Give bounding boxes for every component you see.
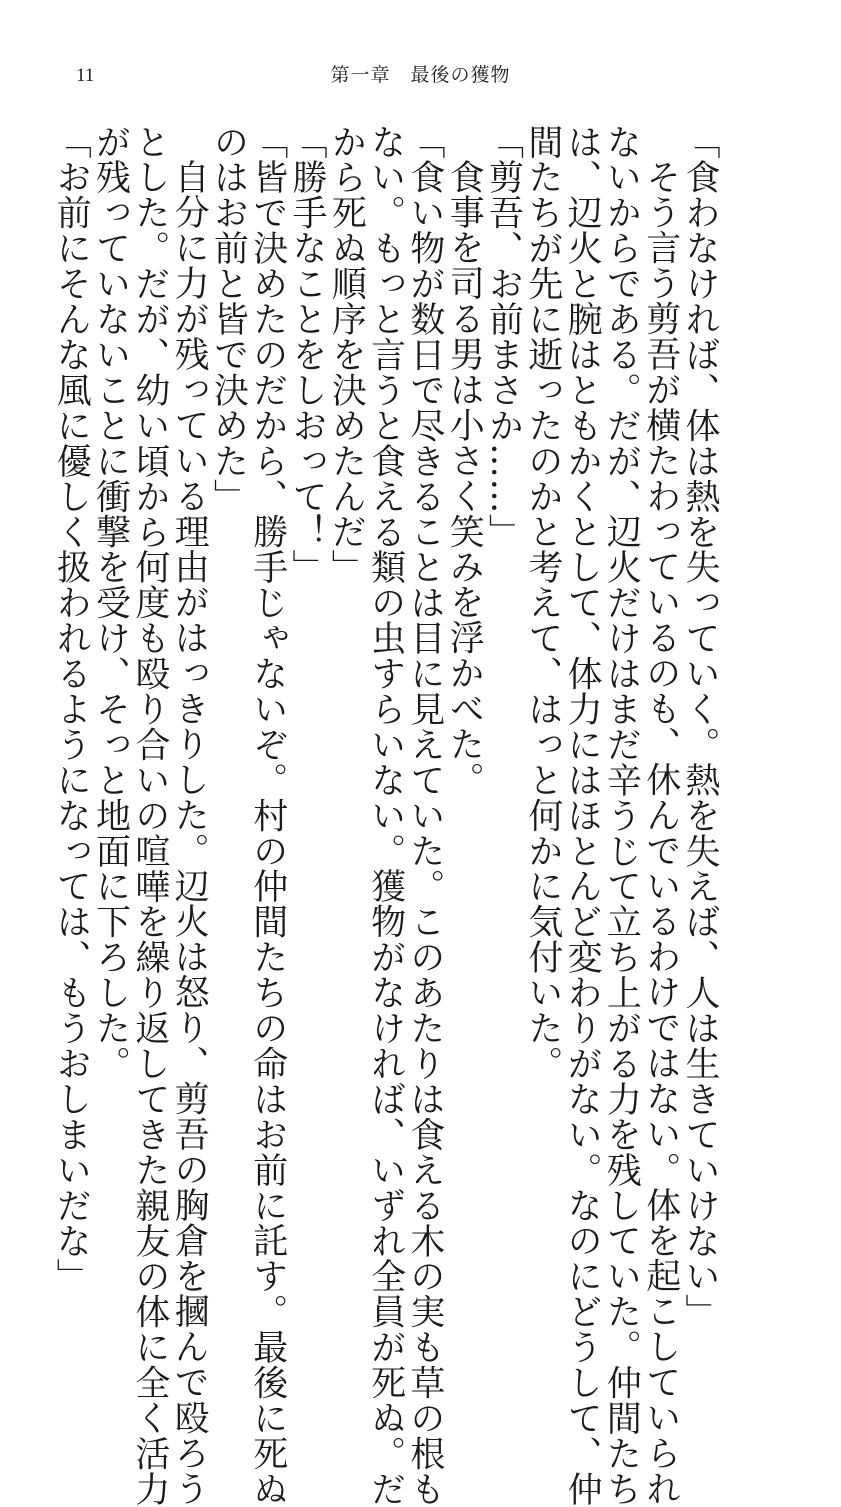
text-line: のはお前と皆で決めた」 xyxy=(208,124,249,514)
text-line: は、辺火と腕はともかくとして、体力にはほとんど変わりがない。なのにどうして、仲 xyxy=(562,124,603,1507)
text-line: 「勝手なことをしおって！」 xyxy=(287,124,328,585)
text-line: 自分に力が残っている理由がはっきりした。辺火は怒り、剪吾の胸倉を摑んで殴ろう xyxy=(169,159,210,1507)
body-text xyxy=(51,124,720,1507)
dialogue-paragraph xyxy=(208,124,288,1507)
text-line: そう言う剪吾が横たわっているのも、休んでいるわけではない。体を起こしていられ xyxy=(640,159,681,1507)
dialogue-paragraph xyxy=(326,124,445,1507)
text-line: 「お前にそんな風に優しく扱われるようになっては、もうおしまいだな」 xyxy=(51,124,92,1294)
text-line: 「食い物が数日で尽きることは目に見えていた。このあたりは食える木の実も草の根も xyxy=(404,124,445,1507)
dialogue-paragraph xyxy=(483,124,522,1124)
text-line: 間たちが先に逝ったのかと考えて、はっと何かに気付いた。 xyxy=(522,124,563,1082)
narration-paragraph xyxy=(90,124,210,1507)
text-line: ない。もっと言うと食える類の虫すらいない。獲物がなければ、いずれ全員が死ぬ。だ xyxy=(365,124,406,1507)
text-line: から死ぬ順序を決めたんだ」 xyxy=(326,124,367,585)
dialogue-paragraph xyxy=(287,124,326,1124)
text-line: 「皆で決めたのだから、勝手じゃないぞ。村の仲間たちの命はお前に託す。最後に死ぬ xyxy=(247,124,288,1507)
page-number: 11 xyxy=(76,65,95,86)
running-head: 第一章 最後の獲物 xyxy=(330,64,511,86)
text-line: とした。だが、幼い頃から何度も殴り合いの喧嘩を繰り返してきた親友の体に全く活力 xyxy=(129,124,170,1507)
text-line: ないからである。だが、辺火だけはまだ辛うじて立ち上がる力を残していた。仲間たち xyxy=(601,124,642,1507)
text-line: 食事を司る男は小さく笑みを浮かべた。 xyxy=(444,159,485,798)
dialogue-paragraph xyxy=(51,124,92,1294)
narration-paragraph xyxy=(522,124,681,1507)
narration-paragraph xyxy=(444,124,483,1124)
dialogue-paragraph xyxy=(680,124,720,1330)
text-line: 「食わなければ、体は熱を失っていく。熱を失えば、人は生きていけない」 xyxy=(680,124,720,1330)
text-line: が残っていないことに衝撃を受け、そっと地面に下ろした。 xyxy=(90,124,131,1082)
text-line: 「剪吾、お前まさか……」 xyxy=(483,124,524,550)
